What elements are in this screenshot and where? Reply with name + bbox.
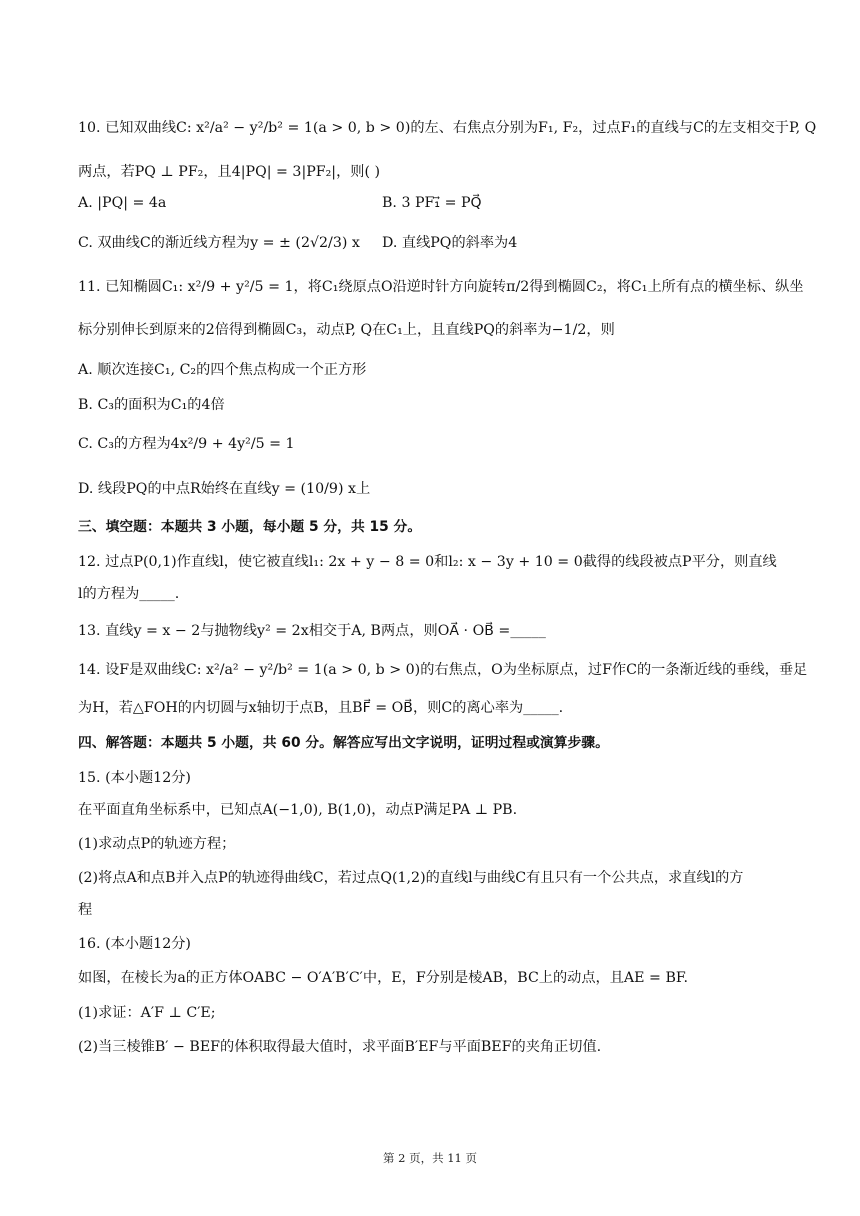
q11-option-a: A. 顺次连接C₁, C₂的四个焦点构成一个正方形 — [78, 362, 367, 378]
q16-part1: (1)求证：A′F ⊥ C′E; — [78, 1005, 216, 1021]
q15-stem: 在平面直角坐标系中，已知点A(−1,0), B(1,0)，动点P满足PA ⊥ PB. — [78, 802, 518, 818]
q10-stem-line2: 两点，若PQ ⊥ PF₂，且4|PQ| = 3|PF₂|，则( ) — [78, 164, 381, 180]
q16-part2: (2)当三棱锥B′ − BEF的体积取得最大值时，求平面B′EF与平面BEF的夹角正切值. — [78, 1039, 602, 1055]
q11-option-d: D. 线段PQ的中点R始终在直线y = (10/9) x上 — [78, 481, 371, 497]
q15-part2-line2: 程 — [78, 902, 93, 918]
q10-option-a: A. |PQ| = 4a — [78, 195, 167, 211]
q11-stem-line2: 标分别伸长到原来的2倍得到椭圆C₃，动点P, Q在C₁上，且直线PQ的斜率为−1/2，则 — [78, 322, 615, 338]
q15-part1: (1)求动点P的轨迹方程； — [78, 836, 236, 852]
page-footer: 第 2 页，共 11 页 — [382, 1151, 478, 1165]
section-4-heading: 四、解答题：本题共 5 小题，共 60 分。解答应写出文字说明，证明过程或演算步骤。 — [78, 735, 609, 751]
q15-part2-line1: (2)将点A和点B并入点P的轨迹得曲线C，若过点Q(1,2)的直线l与曲线C有且只有一个公共点，求直线l的方 — [78, 870, 744, 886]
q14-line1: 14. 设F是双曲线C: x²/a² − y²/b² = 1(a > 0, b > 0)的右焦点，O为坐标原点，过F作C的一条渐近线的垂线，垂足 — [78, 662, 808, 678]
q11-option-c: C. C₃的方程为4x²/9 + 4y²/5 = 1 — [78, 436, 295, 452]
q10-option-c: C. 双曲线C的渐近线方程为y = ± (2√2/3) x — [78, 235, 360, 251]
q10-option-d: D. 直线PQ的斜率为4 — [382, 235, 518, 251]
section-3-heading: 三、填空题：本题共 3 小题，每小题 5 分，共 15 分。 — [78, 519, 422, 535]
q10-stem-line1: 10. 已知双曲线C: x²/a² − y²/b² = 1(a > 0, b > 0)的左、右焦点分别为F₁, F₂，过点F₁的直线与C的左支相交于P, Q — [78, 120, 817, 136]
q10-option-b: B. 3 PF₁⃗ = PQ⃗ — [382, 195, 482, 211]
q16-stem: 如图，在棱长为a的正方体OABC − O′A′B′C′中，E，F分别是棱AB，BC上的动点，且AE = BF. — [78, 970, 689, 986]
q14-line2: 为H，若△FOH的内切圆与x轴切于点B，且BF⃗ = OB⃗，则C的离心率为_____. — [78, 700, 564, 716]
q12-line2: l的方程为_____. — [78, 586, 180, 602]
q15-header: 15. (本小题12分) — [78, 770, 191, 786]
q12-line1: 12. 过点P(0,1)作直线l，使它被直线l₁: 2x + y − 8 = 0和l₂: x − 3y + 10 = 0截得的线段被点P平分，则直线 — [78, 554, 777, 570]
q16-header: 16. (本小题12分) — [78, 936, 191, 952]
q11-stem-line1: 11. 已知椭圆C₁: x²/9 + y²/5 = 1，将C₁绕原点O沿逆时针方向旋转π/2得到椭圆C₂，将C₁上所有点的横坐标、纵坐 — [78, 279, 804, 295]
q11-option-b: B. C₃的面积为C₁的4倍 — [78, 397, 225, 413]
q13: 13. 直线y = x − 2与抛物线y² = 2x相交于A, B两点，则OA⃗ · OB⃗ =_____ — [78, 623, 546, 639]
